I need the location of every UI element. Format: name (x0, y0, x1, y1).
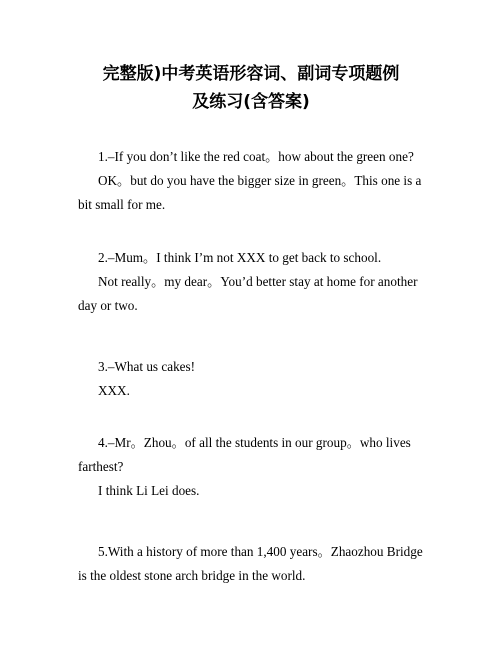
exercise-question: 5.With a history of more than 1,400 years。Zhaozhou Bridge (98, 544, 423, 559)
exercise-item-1 (78, 145, 428, 217)
exercise-answer (98, 379, 428, 403)
exercise-question: 2.–Mum。I think I’m not XXX to get back to school. (98, 250, 382, 265)
exercise-item-3 (98, 355, 428, 403)
exercise-item-5 (78, 540, 428, 588)
answer-line: bit small for me. (78, 197, 166, 212)
answer-line: OK。but do you have the bigger size in green。This one is a (98, 173, 422, 188)
answer-line: Not really。my dear。You’d better stay at home for another (98, 274, 418, 289)
answer-line: day or two. (78, 298, 138, 313)
exercise-question: 1.–If you don’t like the red coat。how about the green one? (98, 149, 414, 164)
exercise-answer (78, 270, 428, 318)
document-title-line-1: 完整版)中考英语形容词、副词专项题例 (102, 64, 400, 84)
answer-line: I think Li Lei does. (98, 483, 200, 498)
exercise-answer (78, 169, 428, 217)
question-line: farthest? (78, 459, 124, 474)
exercise-question: 4.–Mr。Zhou。of all the students in our group。who lives (98, 435, 411, 450)
exercise-question-continued (78, 455, 428, 479)
exercise-question: 3.–What us cakes! (98, 359, 196, 374)
document-title-line-2: 及练习(含答案) (192, 92, 310, 112)
exercise-answer (98, 479, 428, 503)
question-line: is the oldest stone arch bridge in the world. (78, 568, 306, 583)
answer-line: XXX. (98, 383, 130, 398)
exercise-item-4 (78, 431, 428, 503)
exercise-item-2 (78, 246, 428, 318)
exercise-question-continued (78, 564, 428, 588)
